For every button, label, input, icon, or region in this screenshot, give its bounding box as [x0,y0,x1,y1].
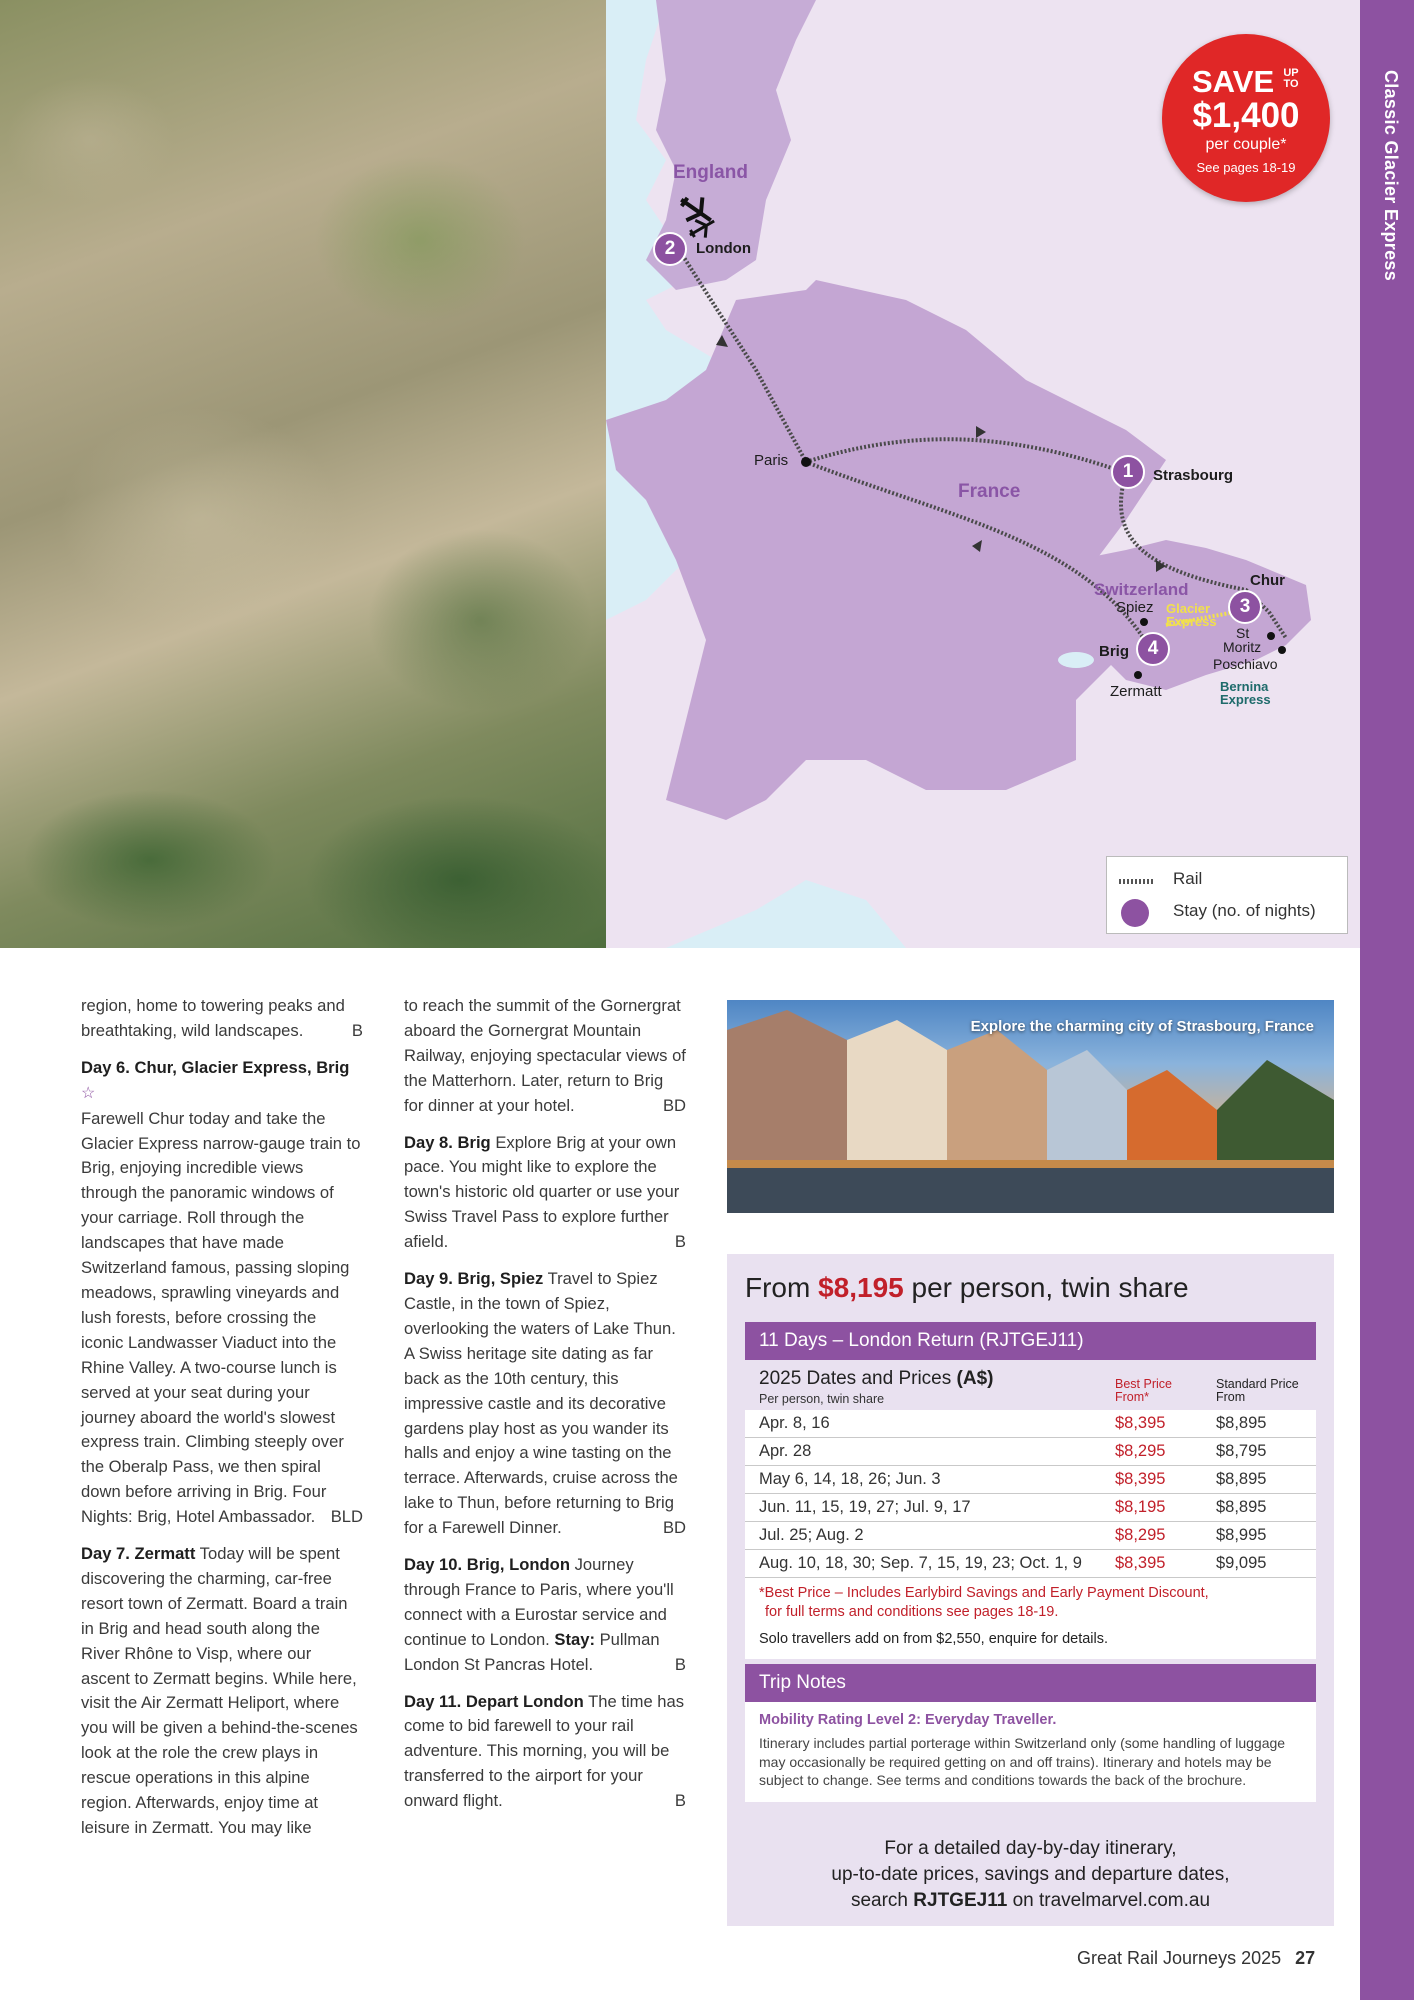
col-best-line2: From* [1115,1390,1150,1404]
best-price-footnote-2: for full terms and conditions see pages 18-19. [765,1604,1059,1620]
day7-title: Day 7. Zermatt [81,1544,196,1564]
row-best: $8,395 [1115,1554,1166,1572]
meal-code: B [674,1791,686,1811]
row-best: $8,195 [1115,1498,1166,1516]
from-label: From [745,1272,811,1303]
table-row [745,1494,1316,1522]
meal-code: BD [662,1095,686,1115]
city-zermatt: Zermatt [1110,683,1162,700]
cta-search: search [850,1890,908,1911]
itinerary-column-1 [81,994,363,1853]
st-moritz-dot [1267,632,1275,640]
bernina-label-line1: Bernina [1220,679,1269,694]
solo-note: Solo travellers add on from $2,550, enquire for details. [759,1631,1109,1647]
col2-intro [404,994,686,1119]
stay-london: 2 [653,232,687,266]
bernina-express-label [1220,680,1271,706]
row-best: $8,295 [1115,1526,1166,1544]
table-row [745,1466,1316,1494]
day10-stay: Pullman London St Pancras Hotel. [404,1629,660,1674]
photo-caption: Explore the charming city of Strasbourg, France [970,1018,1314,1035]
day6-text-a: Farewell Chur today and [81,1108,262,1128]
day11-text: The time has come to bid farewell to your rail adventure. This morning, you will be transferred to the airport for your onward flight. [404,1691,685,1811]
row-best: $8,395 [1115,1470,1166,1488]
city-paris: Paris [754,452,789,469]
cta-line1: For a detailed day-by-day itinerary, [884,1838,1177,1859]
day10-stay-label: Stay: [554,1629,595,1649]
glacier-label-line1: Glacier [1166,601,1211,616]
city-brig: Brig [1099,643,1129,660]
country-france: France [958,481,1021,502]
bernina-label-line2: Express [1220,692,1271,707]
city-strasbourg: Strasbourg [1153,467,1234,484]
save-to: TO [1283,78,1299,90]
save-see-pages: See pages 18-19 [1196,160,1296,175]
city-st: St [1236,625,1250,641]
day10 [404,1553,686,1678]
poschiavo-dot [1278,646,1286,654]
stay-brig: 4 [1136,632,1170,666]
strasbourg-photo [727,1000,1334,1213]
price-footnotes [745,1578,1316,1659]
cta-line3 [727,1888,1334,1914]
from-suffix: per person, twin share [911,1272,1189,1303]
day7 [81,1542,363,1841]
row-standard: $8,795 [1216,1442,1267,1460]
day6-title: Day 6. Chur, Glacier Express, Brig [81,1057,350,1077]
row-standard: $8,895 [1216,1470,1267,1488]
legend-stay-label: Stay (no. of nights) [1173,901,1316,920]
lake [1058,652,1094,668]
save-up-to [1280,68,1302,90]
row-standard: $8,995 [1216,1526,1267,1544]
meal-code: BD [662,1518,686,1538]
day6 [81,1056,363,1530]
trip-notes-text: Itinerary includes partial porterage within Switzerland only (some handling of luggage may occasionally be required getting on and off trains). Itinerary and hotels may be subject to change. See terms and conditions towards the back of the brochure. [759,1735,1286,1788]
cliff-photo [0,0,606,948]
save-per-couple: per couple* [1205,136,1287,153]
from-price: $8,195 [818,1272,904,1303]
meal-code: BLD [330,1507,363,1527]
day6-text-b: take the Glacier Express narrow-gauge train to Brig, enjoying incredible views through the panoramic windows of your carriage. Roll through the landscapes that have made Switzerland famous, passing sloping meadows, sprawling vineyards and lush forests, before crossing the iconic Landwasser Viaduct into the Rhine Valley. A two-course lunch is served at your seat during your journey aboard the world's slowest express train. Climbing steeply over the Oberalp Pass, we then spiral down before arriving in Brig. [81,1108,361,1502]
day9 [404,1267,686,1541]
spiez-dot [1140,618,1148,626]
day9-title: Day 9. Brig, Spiez [404,1269,544,1289]
price-box [727,1254,1334,1926]
table-title-text: 2025 Dates and Prices [759,1368,952,1389]
day8-text: Explore Brig at your own pace. You might like to explore the town's historic old quarter or use your Swiss Travel Pass to explore further afield. [404,1132,680,1252]
rail-legend-icon [1119,879,1153,884]
cta-line2: up-to-date prices, savings and departure dates, [831,1864,1230,1885]
col-best-header [1115,1378,1172,1404]
day8 [404,1131,686,1256]
best-price-footnote: *Best Price – Includes Earlybird Savings and Early Payment Discount, [759,1585,1209,1601]
row-dates: Apr. 28 [759,1442,812,1460]
day7-text: Today will be spent discovering the charming, car-free resort town of Zermatt. Board a train in Brig and head south along the River Rhône to Visp, where our ascent to Zermatt begins. While here, visit the Air Zermatt Heliport, where you will be given a behind-the-scenes look at the role the crew plays in rescue operations in this alpine region. Afterwards, enjoy time at leisure in Zermatt. You may like [81,1544,358,1837]
col1-intro [81,994,363,1044]
trip-notes-bar: Trip Notes [745,1664,1316,1702]
city-poschiavo: Poschiavo [1213,656,1278,672]
row-standard: $9,095 [1216,1554,1267,1572]
stay-strasbourg: 1 [1111,455,1145,489]
legend-rail-label: Rail [1173,869,1203,888]
col-standard-header [1216,1378,1299,1404]
trip-code: RJTGEJ11 [913,1890,1008,1911]
price-table [745,1364,1316,1659]
save-up: UP [1283,67,1299,79]
trip-notes-body [745,1702,1316,1802]
table-title [759,1368,993,1390]
row-best: $8,395 [1115,1414,1166,1432]
row-dates: Apr. 8, 16 [759,1414,830,1432]
col2-intro-text: to reach the summit of the Gornergrat aboard the Gornergrat Mountain Railway, enjoying spectacular views of the Matterhorn. Later, return to Brig for dinner at your hotel. [404,996,686,1115]
col-std-line2: From [1216,1390,1246,1404]
star-icon: ☆ [81,1084,96,1102]
table-row [745,1550,1316,1578]
country-england: England [673,162,748,183]
day8-title: Day 8. Brig [404,1132,491,1152]
row-dates: Jul. 25; Aug. 2 [759,1526,864,1544]
publication-name: Great Rail Journeys 2025 [1077,1948,1282,1968]
itinerary-column-2 [404,994,686,1826]
page-number: 27 [1295,1948,1316,1968]
meal-code: B [674,1654,686,1674]
save-word: SAVE [1192,64,1275,99]
row-standard: $8,895 [1216,1498,1267,1516]
table-row [745,1522,1316,1550]
page-footer [1077,1948,1315,1969]
city-chur: Chur [1250,572,1285,589]
city-london: London [696,240,751,257]
table-row [745,1438,1316,1466]
stay-chur: 3 [1228,590,1262,624]
meal-code: B [351,1020,363,1040]
glacier-label-line2: Express [1166,614,1217,629]
price-headline [745,1272,1189,1304]
trip-title-bar: 11 Days – London Return (RJTGEJ11) [745,1322,1316,1360]
table-subtitle: Per person, twin share [759,1392,885,1406]
map-legend [1106,856,1348,934]
row-dates: May 6, 14, 18, 26; Jun. 3 [759,1470,941,1488]
row-standard: $8,895 [1216,1414,1267,1432]
day11 [404,1690,686,1815]
col-best-line1: Best Price [1115,1377,1172,1391]
save-amount: $1,400 [1192,96,1300,135]
stay-legend-icon [1121,899,1149,927]
table-row [745,1410,1316,1438]
sidebar-title: Classic Glacier Express [1381,70,1401,282]
city-spiez: Spiez [1116,599,1154,616]
col-std-line1: Standard Price [1216,1377,1299,1391]
day10-title: Day 10. Brig, London [404,1555,570,1575]
row-best: $8,295 [1115,1442,1166,1460]
row-dates: Jun. 11, 15, 19, 27; Jul. 9, 17 [759,1498,971,1516]
price-table-header [745,1364,1316,1410]
col1-intro-text: region, home to towering peaks and breathtaking, wild landscapes. [81,996,345,1040]
city-moritz: Moritz [1223,639,1262,655]
row-dates: Aug. 10, 18, 30; Sep. 7, 15, 19, 23; Oct. 1, 9 [759,1554,1082,1572]
zermatt-dot [1134,671,1142,679]
mobility-rating: Mobility Rating Level 2: Everyday Traveller. [759,1712,1057,1728]
paris-dot [801,457,811,467]
country-switzerland: Switzerland [1094,580,1189,599]
day6-stay: Four Nights: Brig, Hotel Ambassador. [81,1482,327,1527]
call-to-action [727,1836,1334,1914]
table-currency: (A$) [956,1368,994,1389]
day10-text: Journey through France to Paris, where you'll connect with a Eurostar service and continue to London. [404,1555,674,1649]
save-badge [1162,34,1330,202]
glacier-express-label [1166,602,1217,628]
meal-code: B [674,1232,686,1252]
day9-text: Travel to Spiez Castle, in the town of Spiez, overlooking the waters of Lake Thun. A Swiss heritage site dating as far back as the 10th century, this impressive castle and its decorative gardens play host as you wander its halls and enjoy a wine tasting on the terrace. Afterwards, cruise across the lake to Thun, before returning to Brig for a Farewell Dinner. [404,1269,678,1538]
cta-website[interactable]: on travelmarvel.com.au [1012,1890,1211,1911]
day11-title: Day 11. Depart London [404,1691,584,1711]
